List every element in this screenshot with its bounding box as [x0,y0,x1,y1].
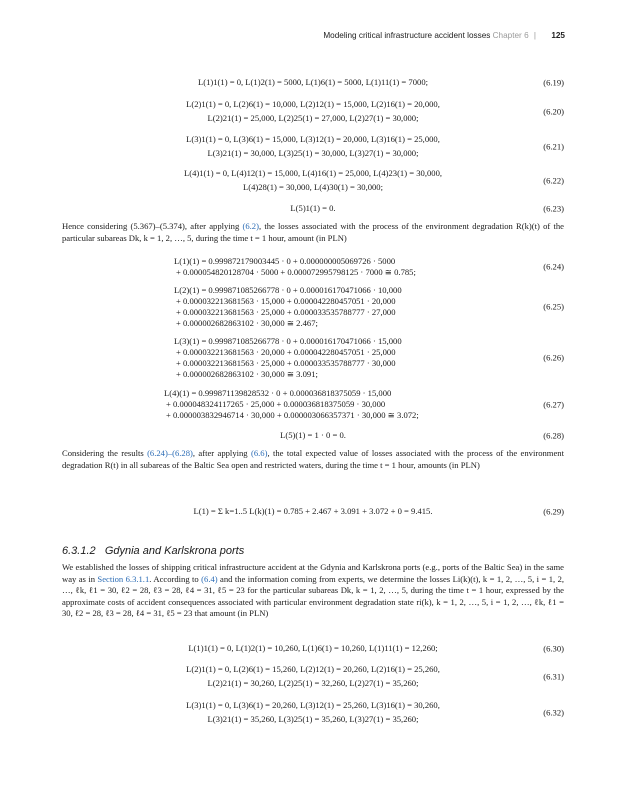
paragraph-text: and the information coming from experts, we determine the losses Li(k)(t), k = 1, 2, …, 5, i = 1, 2, …, ℓk, ℓ1 = 30, ℓ2 = 28, ℓ3 = 28, ℓ4 = 31, ℓ5 = 23 for the particular subareas Dk, k = 1, 2, …, 5, during the time t = 1 hour, expressed by the approximate costs of accident consequences associated with particular environment degradation state ri(k), k = 1, 2, …, 5, i = 1, 2, …, ℓk, ℓ1 = 30, ℓ2 = 28, ℓ3 = 28, ℓ4 = 31, ℓ5 = 23 that amount (in PLN) [62,573,565,619]
paragraph-total-losses [62,448,564,471]
equation-6-27 [164,388,564,421]
equation-number: (6.27) [543,399,564,409]
equation-6-32 [62,700,564,725]
header-chapter: Chapter [492,31,522,40]
section-number: 6.3.1.2 [62,545,96,557]
header-title: Modeling critical infrastructure accident losses [323,31,491,40]
section-title: Gdynia and Karlskrona ports [104,545,245,557]
equation-line: + 0.000002682863102 · 30,000 ≅ 3.091; [176,369,318,379]
equation-line: + 0.000032213681563 · 25,000 + 0.000033535788777 · 27,000 [176,307,396,317]
equation-6-28 [62,430,564,441]
header-separator: | [533,31,537,40]
equation-6-22 [62,168,564,193]
equation-line: + 0.000032213681563 · 15,000 + 0.000042280457051 · 20,000 [176,296,396,306]
equation-6-23 [62,203,564,214]
equation-line: L(3)1(1) = 0, L(3)6(1) = 15,000, L(3)12(1) = 20,000, L(3)16(1) = 25,000, [186,134,440,144]
paragraph-text: Hence considering (5.367)–(5.374), after applying [62,221,243,231]
equation-6-30 [62,643,564,654]
equation-line: L(3)21(1) = 35,260, L(3)25(1) = 35,260, L(3)27(1) = 35,260; [207,714,419,724]
equation-line: L(1) = Σ k=1..5 L(k)(1) = 0.785 + 2.467 + 3.091 + 3.072 + 0 = 9.415. [193,506,433,516]
equation-6-24 [174,256,564,278]
equation-line: L(2)21(1) = 30,260, L(2)25(1) = 32,260, L(2)27(1) = 35,260; [207,678,419,688]
equation-line: L(2)1(1) = 0, L(2)6(1) = 15,260, L(2)12(1) = 20,260, L(2)16(1) = 25,260, [186,664,440,674]
page-number: 125 [551,31,565,40]
equation-line: L(1)1(1) = 0, L(1)2(1) = 5000, L(1)6(1) = 5000, L(1)11(1) = 7000; [197,77,429,87]
equation-line: L(4)28(1) = 30,000, L(4)30(1) = 30,000; [242,182,383,192]
equation-number: (6.31) [543,671,564,681]
equation-line: L(2)1(1) = 0, L(2)6(1) = 10,000, L(2)12(1) = 15,000, L(2)16(1) = 20,000, [186,99,440,109]
equation-6-29 [62,498,564,526]
equation-6-25 [174,285,564,329]
section-link[interactable]: Section 6.3.1.1 [97,573,150,584]
equation-line: + 0.000054820128704 · 5000 + 0.000072995798125 · 7000 ≅ 0.785; [176,267,416,277]
paragraph-text: , the losses associated with the process of the environment degradation R(k)(t) of the particular subareas Dk, k = 1, 2, …, 5, during the time t = 1 hour, amount (in PLN) [62,221,564,243]
equation-number: (6.21) [543,141,564,151]
equation-line: + 0.000032213681563 · 20,000 + 0.000042280457051 · 25,000 [176,347,396,357]
paragraph-text: . According to [149,573,202,584]
section-heading [62,545,244,557]
equation-line: L(3)21(1) = 30,000, L(3)25(1) = 30,000, L(3)27(1) = 30,000; [207,148,419,158]
equation-number: (6.26) [543,352,564,363]
equation-6-19 [62,77,564,88]
equation-line: L(5)(1) = 1 · 0 = 0. [280,430,346,440]
paragraph-text: , after applying [192,448,251,458]
equation-number: (6.24) [543,261,564,272]
paragraph-text: Considering the results [62,448,148,458]
equation-number: (6.29) [543,506,564,517]
equation-6-31 [62,664,564,689]
equation-number: (6.30) [543,643,564,653]
equation-6-21 [62,134,564,159]
equation-line: L(2)(1) = 0.999871085266778 · 0 + 0.000016170471066 · 10,000 [174,285,402,295]
running-header [323,31,565,40]
paragraph-ports-losses [62,562,564,620]
equation-line: L(1)(1) = 0.999872179003445 · 0 + 0.000000005069726 · 5000 [174,256,396,266]
equation-number: (6.19) [543,77,564,87]
equation-number: (6.28) [543,430,564,440]
equation-line: + 0.000002682863102 · 30,000 ≅ 2.467; [176,318,318,328]
equation-link[interactable]: (6.6) [250,448,268,458]
equation-line: L(5)1(1) = 0. [290,203,336,213]
equation-number: (6.25) [543,301,564,312]
equation-line: L(3)(1) = 0.999871085266778 · 0 + 0.000016170471066 · 15,000 [174,336,402,346]
equation-link[interactable]: (6.2) [242,221,259,231]
equation-line: L(2)21(1) = 25,000, L(2)25(1) = 27,000, L(2)27(1) = 30,000; [207,113,419,123]
equation-line: + 0.000048324117265 · 25,000 + 0.000036818375059 · 30,000 [166,399,386,409]
paragraph-text: We established the losses of shipping critical infrastructure accident at the Gdynia and Karlskrona ports (e.g., ports of the Baltic Sea) in the same way as in [62,562,564,584]
equation-6-26 [174,336,564,380]
equation-number: (6.22) [543,175,564,185]
equation-number: (6.23) [543,203,564,213]
equation-line: L(4)(1) = 0.999871139828532 · 0 + 0.000036818375059 · 15,000 [164,388,392,398]
equation-line: + 0.000003832946714 · 30,000 + 0.000003066357371 · 30,000 ≅ 3.072; [166,410,419,420]
equation-line: L(4)1(1) = 0, L(4)12(1) = 15,000, L(4)16(1) = 25,000, L(4)23(1) = 30,000, [183,168,443,178]
equation-number: (6.20) [543,106,564,116]
equation-line: + 0.000032213681563 · 25,000 + 0.000033535788777 · 30,000 [176,358,396,368]
equation-line: L(1)1(1) = 0, L(1)2(1) = 10,260, L(1)6(1) = 10,260, L(1)11(1) = 12,260; [188,643,438,653]
equation-6-20 [62,99,564,124]
equation-number: (6.32) [543,707,564,717]
equation-link[interactable]: (6.4) [201,573,218,584]
paragraph-text: , the total expected value of losses associated with the process of the environment degradation R(t) in all subareas of the Baltic Sea open and restricted waters, during the time t = 1 hour, amounts (in PLN) [62,448,564,470]
equation-line: L(3)1(1) = 0, L(3)6(1) = 20,260, L(3)12(1) = 25,260, L(3)16(1) = 30,260, [186,700,440,710]
header-chapter-number: 6 [524,31,529,40]
equation-link[interactable]: (6.24)–(6.28) [147,448,193,458]
paragraph-degradation-losses [62,221,564,244]
